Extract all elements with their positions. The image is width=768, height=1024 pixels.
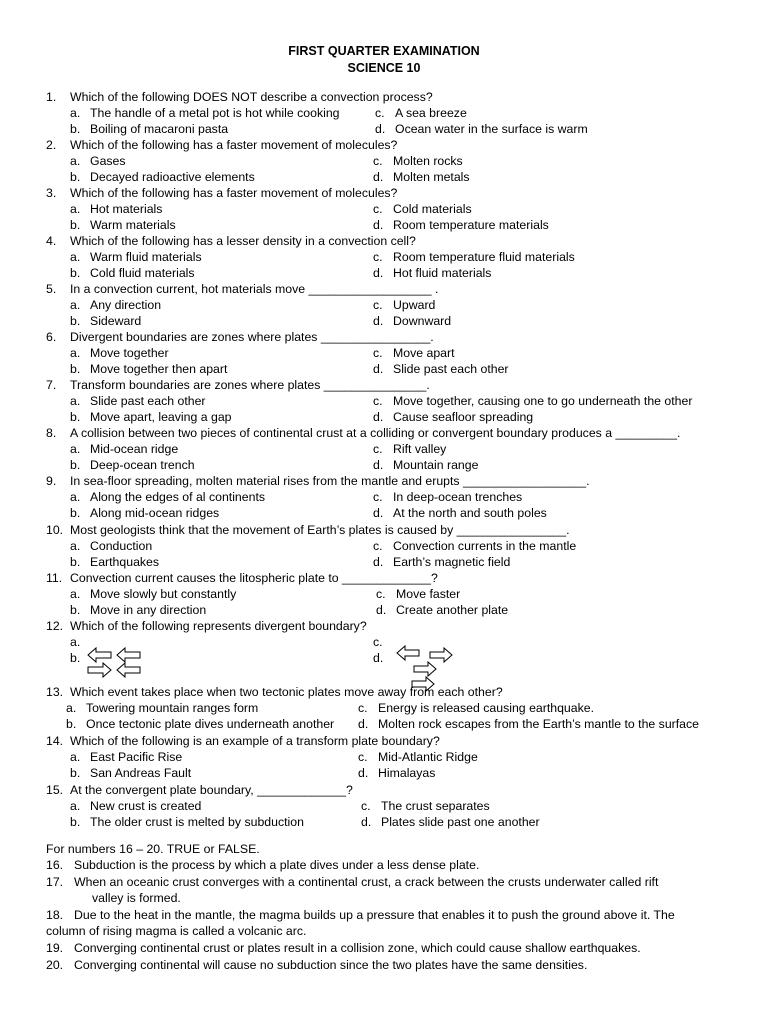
option-text: Sideward [90,314,142,328]
option-letter: b. [70,362,81,376]
option-letter: c. [373,635,383,649]
option-text: Once tectonic plate dives underneath another [86,717,335,731]
question-text: Divergent boundaries are zones where plates ________________. [70,330,434,344]
option-text: Decayed radioactive elements [90,170,255,184]
option-letter: c. [358,701,368,715]
question-text: Which of the following has a lesser density in a convection cell? [70,234,416,248]
question-number: 4. [46,234,57,248]
question-number: 8. [46,426,57,440]
option-text: Along mid-ocean ridges [90,506,220,520]
option-letter: c. [373,490,383,504]
option-letter: b. [70,410,81,424]
option-letter: a. [70,539,81,553]
option-letter: b. [70,555,81,569]
option-letter: c. [373,154,383,168]
option-letter: d. [373,170,384,184]
option-text: Ocean water in the surface is warm [395,122,588,136]
question-number: 14. [46,734,64,748]
option-text: Earthquakes [90,555,160,569]
question-number: 2. [46,138,57,152]
option-text: Molten metals [393,170,470,184]
option-text: Warm fluid materials [90,250,202,264]
option-letter: d. [373,314,384,328]
option-text: Rift valley [393,442,447,456]
option-letter: b. [70,170,81,184]
option-letter: d. [375,122,386,136]
statement-continuation: valley is formed. [92,891,181,905]
option-letter: a. [70,587,81,601]
option-letter: b. [70,766,81,780]
question-text: A collision between two pieces of continental crust at a colliding or convergent boundary produces a _________. [70,426,681,440]
arrow-right-icon [430,648,452,662]
statement-text: Converging continental crust or plates result in a collision zone, which could cause shallow earthquakes. [74,941,641,955]
question-number: 15. [46,783,64,797]
option-text: Downward [393,314,452,328]
statement-number: 16. [46,858,64,872]
option-text: The handle of a metal pot is hot while cooking [90,106,340,120]
statement-number: 18. [46,908,64,922]
option-text: Molten rock escapes from the Earth’s mantle to the surface [378,717,700,731]
statement-text: Due to the heat in the mantle, the magma builds up a pressure that enables it to push the ground above it. The [74,908,675,922]
option-text: Move apart [393,346,455,360]
question-text: Most geologists think that the movement of Earth’s plates is caused by ________________. [70,523,570,537]
option-letter: c. [375,106,385,120]
option-text: Move together [90,346,169,360]
option-text: Slide past each other [393,362,509,376]
option-text: The older crust is melted by subduction [90,815,304,829]
option-letter: b. [70,815,81,829]
option-text: Any direction [90,298,162,312]
option-letter: b. [66,717,77,731]
arrow-right-icon [88,663,111,677]
option-text: Move together, causing one to go underneath the other [393,394,693,408]
question-text: In sea-floor spreading, molten material rises from the mantle and erupts __________________. [70,474,590,488]
option-letter: c. [373,346,383,360]
question-text: Transform boundaries are zones where plates _______________. [70,378,430,392]
question-number: 10. [46,523,64,537]
question-number: 7. [46,378,57,392]
option-letter: b. [70,506,81,520]
option-text: East Pacific Rise [90,750,183,764]
option-letter: d. [373,266,384,280]
question-text: Which of the following DOES NOT describe a convection process? [70,90,433,104]
option-text: Room temperature materials [393,218,549,232]
question-text: Which of the following is an example of a transform plate boundary? [70,734,440,748]
option-letter: d. [373,555,384,569]
option-letter: b. [70,603,81,617]
option-letter: b. [70,314,81,328]
exam-title: FIRST QUARTER EXAMINATION [288,44,480,58]
option-letter: b. [70,218,81,232]
option-text: Move slowly but constantly [90,587,237,601]
option-text: A sea breeze [395,106,467,120]
option-letter: c. [376,587,386,601]
option-text: San Andreas Fault [90,766,192,780]
option-letter: a. [70,154,81,168]
question-number: 9. [46,474,57,488]
option-text: Mid-ocean ridge [90,442,179,456]
question-number: 6. [46,330,57,344]
option-letter: d. [358,766,369,780]
option-text: Conduction [90,539,153,553]
option-text: Create another plate [396,603,509,617]
question-number: 12. [46,619,64,633]
option-text: Mid-Atlantic Ridge [378,750,478,764]
option-letter: c. [358,750,368,764]
question-text: Convection current causes the litospheric plate to _____________? [70,571,438,585]
option-letter: c. [373,394,383,408]
option-letter: d. [361,815,372,829]
statement-number: 17. [46,875,64,889]
option-text: Molten rocks [393,154,463,168]
option-letter: b. [70,651,81,665]
option-text: Energy is released causing earthquake. [378,701,595,715]
question-text: Which of the following has a faster movement of molecules? [70,138,398,152]
option-text: Room temperature fluid materials [393,250,575,264]
option-letter: d. [373,651,384,665]
arrow-left-icon [117,663,140,677]
option-text: Mountain range [393,458,479,472]
option-letter: c. [373,442,383,456]
option-text: Cold fluid materials [90,266,195,280]
question-text: In a convection current, hot materials move __________________ . [70,282,439,296]
option-letter: a. [70,635,81,649]
option-letter: a. [70,202,81,216]
option-letter: a. [70,298,81,312]
option-text: Move together then apart [90,362,228,376]
arrow-left-icon [397,646,419,660]
question-text: At the convergent plate boundary, _____________? [70,783,353,797]
option-letter: a. [70,799,81,813]
statement-number: 19. [46,941,64,955]
arrow-right-icon [414,662,436,676]
option-letter: a. [70,442,81,456]
option-text: Move in any direction [90,603,207,617]
option-letter: d. [373,506,384,520]
option-letter: a. [66,701,77,715]
option-letter: b. [70,122,81,136]
option-letter: a. [70,490,81,504]
option-text: Deep-ocean trench [90,458,195,472]
option-text: Cold materials [393,202,472,216]
option-text: Warm materials [90,218,176,232]
question-number: 5. [46,282,57,296]
option-letter: d. [373,218,384,232]
option-text: Hot fluid materials [393,266,492,280]
option-letter: c. [373,298,383,312]
question-text: Which of the following has a faster movement of molecules? [70,186,398,200]
option-text: At the north and south poles [393,506,547,520]
option-letter: b. [70,458,81,472]
option-letter: d. [376,603,387,617]
question-number: 11. [46,571,63,585]
option-letter: a. [70,750,81,764]
option-text: Boiling of macaroni pasta [90,122,229,136]
arrow-left-icon [88,648,111,662]
option-text: Himalayas [378,766,436,780]
option-text: The crust separates [381,799,490,813]
option-text: Cause seafloor spreading [393,410,534,424]
option-text: Convection currents in the mantle [393,539,577,553]
option-text: Earth’s magnetic field [393,555,511,569]
statement-text: Subduction is the process by which a plate dives under a less dense plate. [74,858,480,872]
option-letter: d. [373,410,384,424]
option-text: Upward [393,298,436,312]
option-text: Hot materials [90,202,163,216]
option-letter: c. [361,799,371,813]
statement-number: 20. [46,958,64,972]
statement-text: When an oceanic crust converges with a continental crust, a crack between the crusts underwater called rift [74,875,659,889]
option-letter: c. [373,202,383,216]
arrow-right-icon [412,677,434,691]
option-letter: a. [70,394,81,408]
question-text: Which of the following represents divergent boundary? [70,619,367,633]
option-letter: d. [373,362,384,376]
option-text: In deep-ocean trenches [393,490,523,504]
question-number: 1. [46,90,57,104]
option-letter: d. [373,458,384,472]
question-number: 3. [46,186,57,200]
option-text: Towering mountain ranges form [86,701,259,715]
tf-instructions: For numbers 16 – 20. TRUE or FALSE. [46,842,260,856]
question-number: 13. [46,685,64,699]
option-text: Along the edges of al continents [90,490,266,504]
exam-subject: SCIENCE 10 [347,61,421,75]
option-letter: c. [373,250,383,264]
option-letter: d. [358,717,369,731]
option-letter: b. [70,266,81,280]
option-text: Gases [90,154,126,168]
option-text: Plates slide past one another [381,815,540,829]
option-text: Move faster [396,587,461,601]
question-text: Which event takes place when two tectonic plates move away from each other? [70,685,503,699]
option-letter: a. [70,250,81,264]
option-text: Move apart, leaving a gap [90,410,232,424]
option-text: New crust is created [90,799,202,813]
statement-continuation: column of rising magma is called a volcanic arc. [46,924,307,938]
option-text: Slide past each other [90,394,206,408]
statement-text: Converging continental will cause no subduction since the two plates have the same densities. [74,958,588,972]
arrow-left-icon [117,648,140,662]
option-letter: a. [70,346,81,360]
option-letter: a. [70,106,81,120]
option-letter: c. [373,539,383,553]
